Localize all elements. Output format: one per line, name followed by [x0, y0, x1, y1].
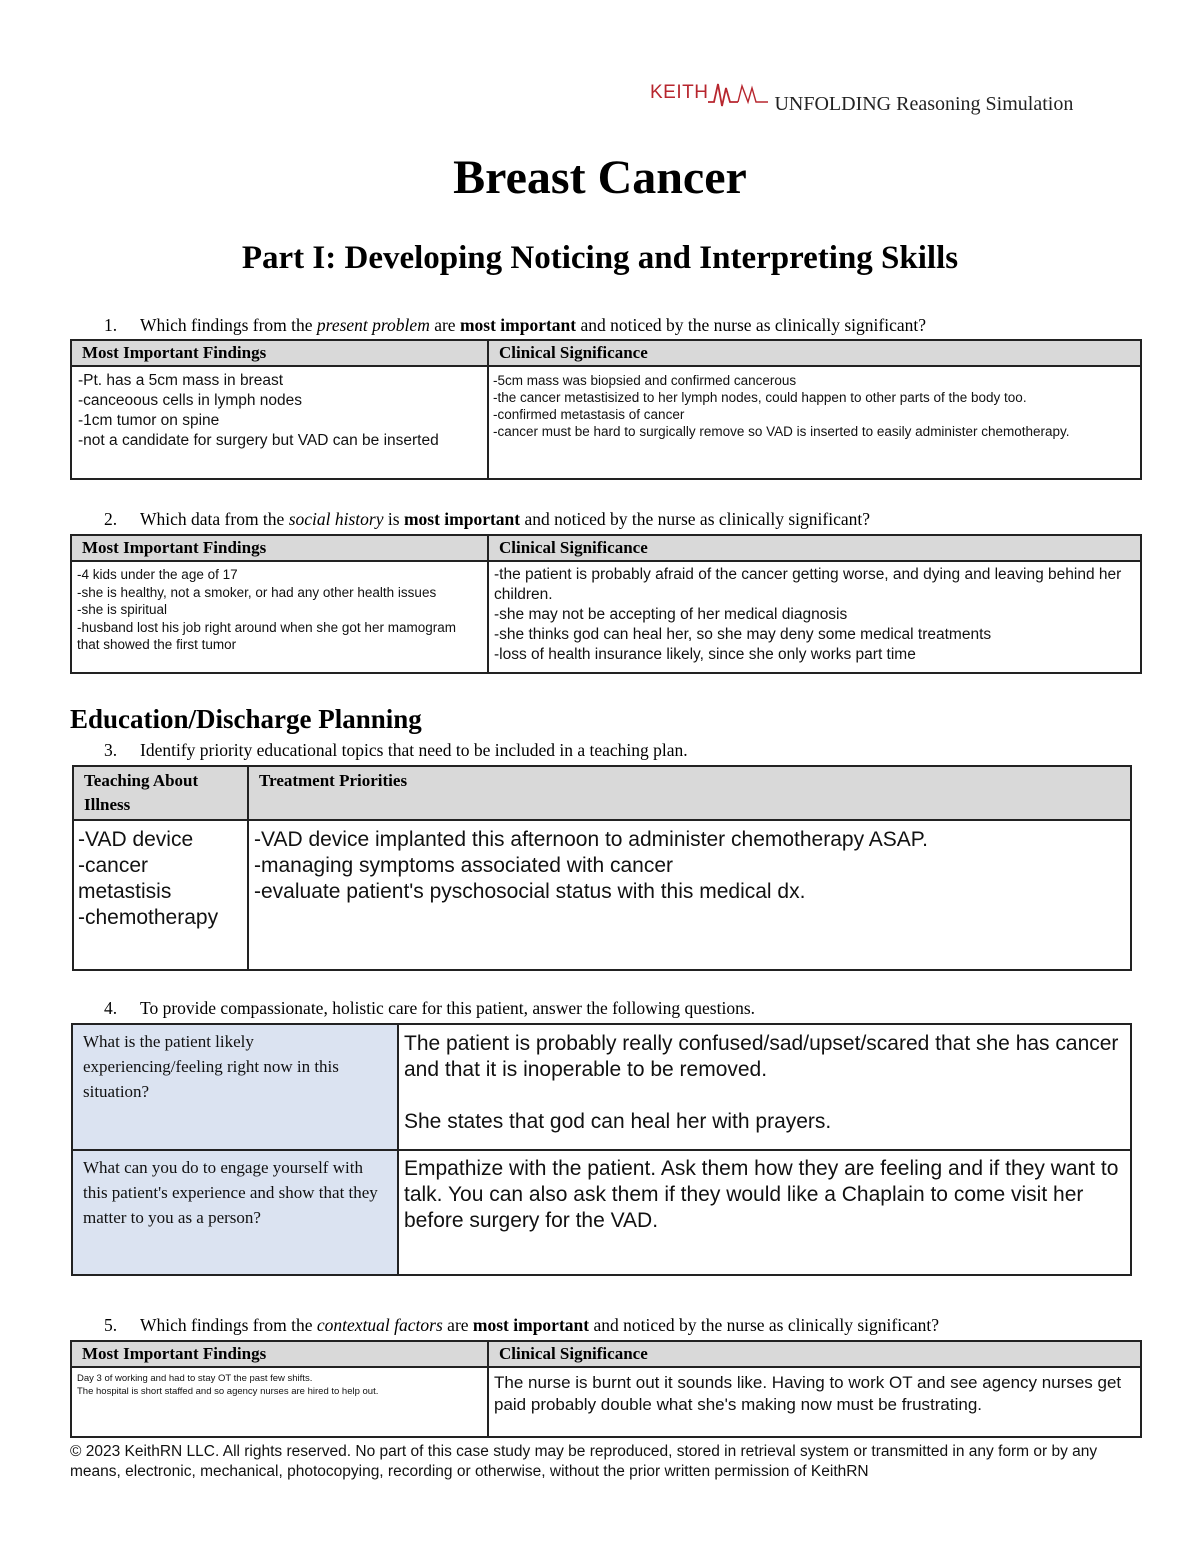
significance-item: -cancer must be hard to surgically remove so VAD is inserted to easily administer chemotherapy. [493, 424, 1070, 439]
col-header-significance: Clinical Significance [488, 535, 1141, 561]
question-2 [104, 509, 870, 530]
question-4 [104, 998, 755, 1019]
col-header-findings: Most Important Findings [71, 535, 488, 561]
question-text: Which data from the [140, 509, 289, 529]
finding-item: -she is spiritual [77, 602, 168, 617]
question-text: and noticed by the nurse as clinically significant? [589, 1315, 939, 1335]
finding-item: -she is healthy, not a smoker, or had any other health issues [77, 584, 437, 600]
priority-item: -evaluate patient's pyschosocial status with this medical dx. [254, 880, 806, 903]
q2-table [70, 534, 1142, 674]
question-text: and noticed by the nurse as clinically significant? [520, 509, 870, 529]
significance-item: -confirmed metastasis of cancer [493, 407, 685, 422]
significance-item: -loss of health insurance likely, since she only works part time [494, 646, 916, 663]
priority-item: -VAD device implanted this afternoon to administer chemotherapy ASAP. [254, 828, 928, 851]
col-header-findings: Most Important Findings [71, 340, 488, 366]
question-emphasis: present problem [316, 315, 430, 335]
topic-item: -chemotherapy [78, 906, 219, 929]
question-strong: most important [459, 315, 577, 335]
holistic-care-table [71, 1023, 1132, 1276]
significance-item: -the cancer metastisized to her lymph nodes, could happen to other parts of the body too. [493, 390, 1027, 405]
col-header-teaching: Teaching About Illness [73, 766, 248, 820]
significance-cell [488, 561, 1141, 673]
q1-table [70, 339, 1142, 480]
significance-item: -5cm mass was biopsied and confirmed cancerous [493, 373, 797, 388]
finding-item: -4 kids under the age of 17 [77, 567, 238, 582]
priority-item: -managing symptoms associated with cancer [254, 854, 674, 877]
row-label-feeling: What is the patient likely experiencing/feeling right now in this situation? [72, 1024, 398, 1150]
q5-table [70, 1340, 1142, 1438]
question-strong: most important [403, 509, 521, 529]
col-header-treatment: Treatment Priorities [248, 766, 1131, 820]
page-title: Breast Cancer [453, 151, 747, 204]
finding-item: -Pt. has a 5cm mass in breast [78, 372, 284, 389]
finding-item: Day 3 of working and had to stay OT the past few shifts. [77, 1373, 313, 1384]
finding-item: -husband lost his job right around when she got her mamogram that showed the first tumor [77, 619, 460, 652]
keithrn-logo [650, 80, 1073, 120]
topic-item: -VAD device [78, 828, 194, 851]
question-strong: most important [472, 1315, 590, 1335]
col-header-significance: Clinical Significance [488, 1341, 1141, 1367]
answer-paragraph: She states that god can heal her with prayers. [404, 1110, 832, 1133]
education-table [72, 765, 1132, 971]
finding-item: -not a candidate for surgery but VAD can be inserted [78, 432, 439, 449]
question-text: To provide compassionate, holistic care for this patient, answer the following questions. [140, 998, 756, 1018]
significance-cell [488, 366, 1141, 479]
significance-item: -she thinks god can heal her, so she may deny some medical treatments [494, 626, 992, 643]
question-text: is [383, 509, 404, 529]
question-5 [104, 1315, 939, 1336]
finding-item: -canceoous cells in lymph nodes [78, 392, 303, 409]
question-text: Identify priority educational topics that need to be included in a teaching plan. [140, 740, 688, 760]
question-text: are [442, 1315, 473, 1335]
question-number: 1. [104, 315, 118, 335]
significance-item: -the patient is probably afraid of the cancer getting worse, and dying and leaving behind her children. [494, 566, 1126, 603]
findings-cell [71, 366, 488, 479]
brand-name: KEITH [650, 82, 709, 103]
copyright-footer: © 2023 KeithRN LLC. All rights reserved. No part of this case study may be reproduced, stored in retrieval system or transmitted in any form or by any means, electronic, mechanical, photocopying, recording or otherwise, without the prior written permission of KeithRN [70, 1443, 1098, 1480]
findings-cell [71, 561, 488, 673]
treatment-priorities-cell [248, 820, 1131, 970]
significance-item: -she may not be accepting of her medical diagnosis [494, 606, 848, 623]
teaching-topics-cell [73, 820, 248, 970]
question-text: and noticed by the nurse as clinically significant? [576, 315, 927, 335]
question-number: 5. [104, 1315, 118, 1335]
question-number: 4. [104, 998, 118, 1018]
finding-item: -1cm tumor on spine [78, 412, 220, 429]
findings-cell [71, 1367, 488, 1437]
col-header-significance: Clinical Significance [488, 340, 1141, 366]
question-number: 2. [104, 509, 118, 529]
question-1 [104, 315, 926, 336]
question-emphasis: social history [288, 509, 384, 529]
row-label-engage: What can you do to engage yourself with this patient's experience and show that they matter to you as a person? [72, 1150, 398, 1275]
section-heading-education: Education/Discharge Planning [70, 704, 422, 734]
answer-engage: Empathize with the patient. Ask them how they are feeling and if they want to talk. You can also ask them if they would like a Chaplain to come visit her before surgery for the VAD. [398, 1150, 1131, 1275]
topic-item: -cancer metastisis [78, 854, 172, 903]
simulation-subtitle: UNFOLDING Reasoning Simulation [774, 92, 1074, 115]
finding-item: The hospital is short staffed and so agency nurses are hired to help out. [77, 1386, 379, 1397]
part-title: Part I: Developing Noticing and Interpreting Skills [241, 240, 959, 276]
col-header-findings: Most Important Findings [71, 1341, 488, 1367]
question-number: 3. [104, 740, 118, 760]
answer-feeling [398, 1024, 1131, 1150]
question-3 [104, 740, 688, 761]
rn-heartbeat-logo-icon [708, 80, 768, 110]
question-text: Which findings from the [140, 1315, 317, 1335]
answer-paragraph: The patient is probably really confused/sad/upset/scared that she has cancer and that it is inoperable to be removed. [404, 1032, 1125, 1081]
question-text: are [429, 315, 460, 335]
significance-cell: The nurse is burnt out it sounds like. Having to work OT and see agency nurses get paid probably double what she's making now must be frustrating. [488, 1367, 1141, 1437]
question-text: Which findings from the [140, 315, 317, 335]
question-emphasis: contextual factors [316, 1315, 443, 1335]
